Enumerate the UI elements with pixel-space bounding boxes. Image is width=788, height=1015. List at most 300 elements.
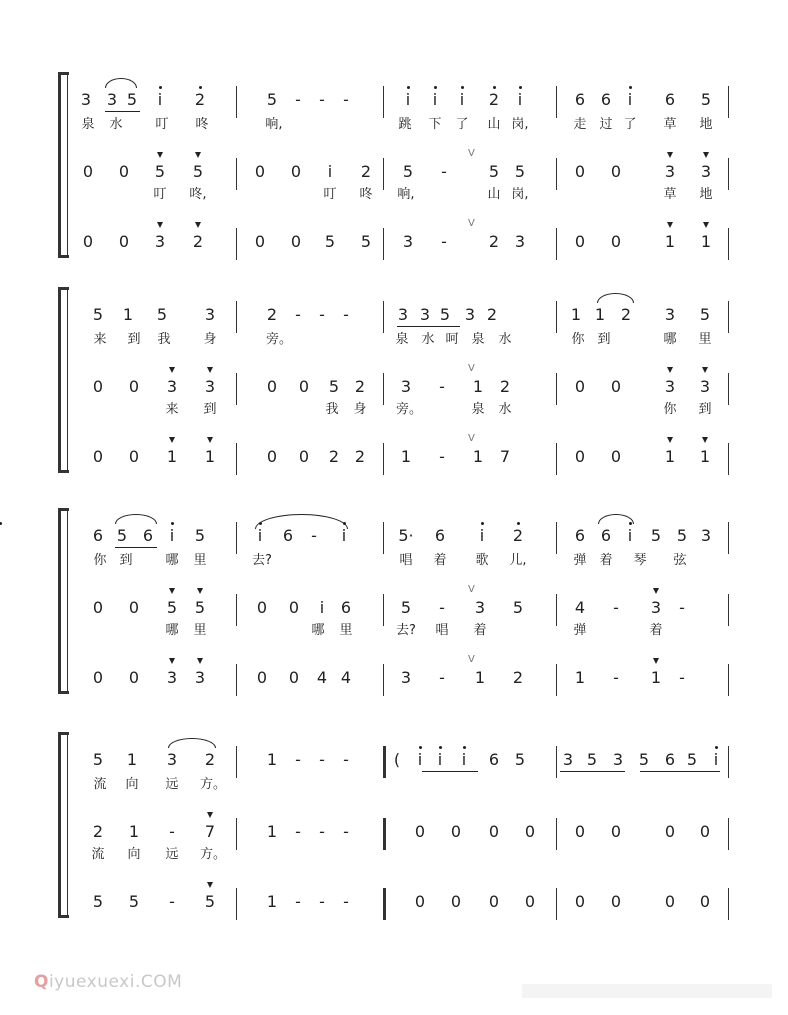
beam-underline (422, 771, 478, 772)
bass-note: 1 (266, 892, 278, 911)
octave-dot (461, 86, 464, 89)
melody-note: 5 (194, 526, 206, 545)
alto-note: - (295, 822, 301, 841)
melody-lyric: 歌 (475, 553, 489, 568)
bar-line (236, 594, 237, 626)
bar-line (728, 228, 729, 260)
alto-note: i (319, 598, 325, 617)
melody-note: i (432, 90, 438, 109)
bass-note: 0 (524, 892, 536, 911)
melody-note: 6 (488, 750, 500, 769)
melody-note: - (319, 750, 325, 769)
melody-lyric: 旁。 (266, 332, 293, 347)
octave-dot (171, 522, 174, 525)
melody-note: 2 (488, 90, 500, 109)
beam-underline (560, 771, 625, 772)
bar-line (556, 888, 557, 920)
alto-note: 3 (204, 377, 216, 396)
bass-note: 0 (488, 892, 500, 911)
melody-note: 6 (574, 90, 586, 109)
accent-mark (207, 812, 213, 818)
melody-lyric: 地 (699, 117, 713, 132)
melody-lyric: 到 (597, 332, 611, 347)
alto-note: 0 (524, 822, 536, 841)
alto-lyric: 山 (487, 187, 501, 202)
alto-lyric: 弹 (573, 623, 587, 638)
melody-note: i (713, 750, 719, 769)
alto-lyric: 到 (698, 402, 712, 417)
alto-lyric: 来 (165, 402, 179, 417)
system-bracket (58, 287, 69, 473)
breath-mark: V (468, 654, 475, 665)
accent-mark (207, 882, 213, 888)
bass-note: 0 (610, 892, 622, 911)
bass-note: 3 (514, 232, 526, 251)
alto-lyric: 泉 (471, 402, 485, 417)
melody-note: i (479, 526, 485, 545)
accent-mark (667, 152, 673, 158)
bar-line (236, 228, 237, 260)
melody-note: 3 (419, 305, 431, 324)
system-bracket (58, 508, 69, 694)
bar-line (556, 373, 557, 405)
melody-lyric: 下 (428, 117, 442, 132)
alto-note: - (441, 162, 447, 181)
alto-note: 5 (328, 377, 340, 396)
melody-note: 5 (700, 90, 712, 109)
bass-note: 0 (266, 447, 278, 466)
accent-mark (169, 658, 175, 664)
bass-note: 1 (474, 668, 486, 687)
bass-note: 1 (699, 447, 711, 466)
alto-note: 5 (488, 162, 500, 181)
bass-note: 0 (699, 892, 711, 911)
melody-lyric: 你 (571, 332, 585, 347)
bass-note: 3 (194, 668, 206, 687)
bass-note: 0 (574, 892, 586, 911)
melody-lyric: 岗, (511, 117, 529, 132)
bar-line (556, 158, 557, 190)
bass-note: 0 (288, 668, 300, 687)
melody-note: - (295, 750, 301, 769)
alto-note: i (327, 162, 333, 181)
melody-note: ( (393, 750, 401, 769)
bass-note: 0 (128, 668, 140, 687)
bass-note: - (679, 668, 685, 687)
melody-note: 5 (92, 305, 104, 324)
alto-lyric: 身 (353, 402, 367, 417)
alto-note: 0 (574, 377, 586, 396)
melody-note: 5 (116, 526, 128, 545)
melody-note: 5 (156, 305, 168, 324)
melody-note: 5 (92, 750, 104, 769)
bass-note: 0 (574, 232, 586, 251)
bar-line (556, 301, 557, 333)
accent-mark (667, 222, 673, 228)
alto-note: 5 (514, 162, 526, 181)
melody-note: 6 (600, 526, 612, 545)
bass-note: 1 (166, 447, 178, 466)
alto-note: 0 (488, 822, 500, 841)
alto-lyric: 地 (699, 187, 713, 202)
octave-dot (519, 86, 522, 89)
bar-line (728, 818, 729, 850)
alto-lyric: 里 (193, 623, 207, 638)
breath-mark: V (468, 584, 475, 595)
melody-lyric: 哪 (165, 553, 179, 568)
octave-dot (0, 522, 2, 525)
score-system (0, 72, 788, 267)
octave-dot (629, 86, 632, 89)
melody-note: 3 (166, 750, 178, 769)
bar-line (383, 443, 384, 475)
melody-note: 5 (586, 750, 598, 769)
bass-note: 0 (92, 668, 104, 687)
accent-mark (703, 152, 709, 158)
melody-note: - (295, 305, 301, 324)
bar-line (383, 158, 384, 190)
alto-lyric: 旁。 (396, 402, 423, 417)
accent-mark (702, 367, 708, 373)
breath-mark: V (468, 148, 475, 159)
bass-note: 0 (256, 668, 268, 687)
accent-mark (197, 658, 203, 664)
alto-lyric: 我 (325, 402, 339, 417)
melody-lyric: 叮 (155, 117, 169, 132)
alto-note: 0 (664, 822, 676, 841)
melody-note: 3 (204, 305, 216, 324)
melody-lyric: 弦 (673, 553, 687, 568)
melody-note: 5 (439, 305, 451, 324)
alto-lyric: 到 (203, 402, 217, 417)
melody-note: i (405, 90, 411, 109)
bar-line (236, 888, 237, 920)
bass-note: 3 (166, 668, 178, 687)
melody-note: 3 (106, 90, 118, 109)
alto-note: 3 (166, 377, 178, 396)
bar-line (728, 86, 729, 118)
alto-note: 5 (194, 598, 206, 617)
alto-note: 0 (82, 162, 94, 181)
melody-note: 5 (638, 750, 650, 769)
melody-lyric: 水 (421, 332, 435, 347)
bar-line (728, 594, 729, 626)
alto-note: 3 (664, 162, 676, 181)
melody-lyric: 水 (109, 117, 123, 132)
bass-note: 1 (204, 447, 216, 466)
melody-note: 5 (126, 90, 138, 109)
melody-lyric: 流 (93, 777, 107, 792)
alto-lyric: 里 (339, 623, 353, 638)
alto-lyric: 着 (649, 623, 663, 638)
alto-note: 1 (266, 822, 278, 841)
melody-lyric: 山 (487, 117, 501, 132)
alto-note: 5 (154, 162, 166, 181)
bass-note: 1 (664, 447, 676, 466)
alto-note: 4 (574, 598, 586, 617)
alto-lyric: 方。 (200, 847, 227, 862)
alto-lyric: 远 (165, 847, 179, 862)
alto-note: 3 (400, 377, 412, 396)
octave-dot (463, 746, 466, 749)
alto-note: 0 (92, 598, 104, 617)
bass-note: 0 (118, 232, 130, 251)
bass-note: 0 (574, 447, 586, 466)
alto-lyric: 草 (663, 187, 677, 202)
bar-line (728, 158, 729, 190)
bass-note: - (613, 668, 619, 687)
accent-mark (207, 367, 213, 373)
melody-lyric: 远 (165, 777, 179, 792)
bass-note: 1 (472, 447, 484, 466)
melody-lyric: 着 (599, 553, 613, 568)
alto-note: 0 (254, 162, 266, 181)
bass-note: 0 (664, 892, 676, 911)
melody-note: 6 (282, 526, 294, 545)
alto-note: 0 (298, 377, 310, 396)
accent-mark (653, 588, 659, 594)
melody-lyric: 里 (698, 332, 712, 347)
bass-note: 0 (414, 892, 426, 911)
melody-note: 2 (204, 750, 216, 769)
bar-line (728, 373, 729, 405)
melody-note: i (341, 526, 347, 545)
alto-lyric: 叮 (153, 187, 167, 202)
melody-note: i (169, 526, 175, 545)
bar-line (236, 301, 237, 333)
bass-note: 1 (664, 232, 676, 251)
melody-note: 3 (562, 750, 574, 769)
melody-note: 6 (142, 526, 154, 545)
melody-note: i (257, 526, 263, 545)
melody-note: 6 (664, 750, 676, 769)
alto-note: 0 (290, 162, 302, 181)
alto-note: 0 (92, 377, 104, 396)
score-system (0, 287, 788, 482)
bar-line (236, 86, 237, 118)
alto-note: 0 (610, 377, 622, 396)
bar-line (728, 522, 729, 554)
slur (255, 514, 348, 529)
accent-mark (703, 222, 709, 228)
alto-note: 0 (610, 822, 622, 841)
melody-lyric: 着 (433, 553, 447, 568)
melody-note: 5 (676, 526, 688, 545)
melody-note: 3 (664, 305, 676, 324)
melody-note: 5 (266, 90, 278, 109)
bar-line (556, 664, 557, 696)
bar-line (236, 664, 237, 696)
bar-line (728, 746, 729, 778)
octave-dot (199, 86, 202, 89)
bar-line (728, 664, 729, 696)
octave-dot (517, 522, 520, 525)
footer-strip (522, 984, 772, 998)
melody-note: 6 (600, 90, 612, 109)
bar-line (556, 228, 557, 260)
bar-line (383, 818, 386, 850)
alto-note: 0 (574, 162, 586, 181)
melody-lyric: 泉 (471, 332, 485, 347)
alto-note: 0 (128, 377, 140, 396)
bass-note: 5 (204, 892, 216, 911)
alto-note: - (343, 822, 349, 841)
bass-note: 1 (574, 668, 586, 687)
alto-note: 0 (699, 822, 711, 841)
bar-line (383, 301, 384, 333)
bar-line (728, 888, 729, 920)
alto-note: 2 (354, 377, 366, 396)
melody-note: - (343, 305, 349, 324)
melody-lyric: 方。 (200, 777, 227, 792)
system-bracket (58, 72, 69, 258)
alto-lyric: 哪 (311, 623, 325, 638)
bass-note: 5 (324, 232, 336, 251)
alto-note: 2 (92, 822, 104, 841)
bar-line (556, 443, 557, 475)
alto-note: 3 (700, 162, 712, 181)
bar-line (383, 86, 384, 118)
alto-note: 0 (266, 377, 278, 396)
alto-note: 0 (450, 822, 462, 841)
melody-lyric: 泉 (395, 332, 409, 347)
melody-note: 2 (620, 305, 632, 324)
melody-note: 5 (514, 750, 526, 769)
bass-note: 1 (700, 232, 712, 251)
melody-lyric: 你 (93, 553, 107, 568)
melody-lyric: 弹 (573, 553, 587, 568)
bass-note: - (441, 232, 447, 251)
alto-lyric: 唱 (435, 623, 449, 638)
bass-note: 0 (610, 447, 622, 466)
accent-mark (207, 437, 213, 443)
slur (115, 514, 157, 524)
accent-mark (195, 152, 201, 158)
melody-note: 6 (92, 526, 104, 545)
melody-note: 3 (700, 526, 712, 545)
melody-lyric: 里 (193, 553, 207, 568)
melody-note: i (157, 90, 163, 109)
alto-note: 5 (400, 598, 412, 617)
melody-note: - (295, 90, 301, 109)
bass-note: 4 (340, 668, 352, 687)
slur (598, 514, 634, 524)
bar-line (236, 158, 237, 190)
alto-lyric: 水 (498, 402, 512, 417)
octave-dot (407, 86, 410, 89)
alto-lyric: 响, (397, 187, 415, 202)
melody-lyric: 走 (573, 117, 587, 132)
melody-lyric: 到 (119, 553, 133, 568)
bass-note: 0 (254, 232, 266, 251)
slur (597, 293, 634, 303)
melody-note: i (517, 90, 523, 109)
melody-note: 6 (574, 526, 586, 545)
melody-note: 3 (464, 305, 476, 324)
bar-line (383, 746, 386, 778)
alto-note: 5 (166, 598, 178, 617)
alto-lyric: 哪 (165, 623, 179, 638)
melody-lyric: 来 (93, 332, 107, 347)
bass-note: 5 (128, 892, 140, 911)
accent-mark (667, 437, 673, 443)
melody-note: 3 (397, 305, 409, 324)
alto-lyric: 你 (663, 402, 677, 417)
accent-mark (653, 658, 659, 664)
alto-note: 1 (472, 377, 484, 396)
bar-line (383, 228, 384, 260)
melody-lyric: 草 (663, 117, 677, 132)
alto-note: - (679, 598, 685, 617)
melody-note: i (627, 526, 633, 545)
melody-note: 2 (266, 305, 278, 324)
bar-line (556, 86, 557, 118)
alto-note: - (169, 822, 175, 841)
bar-line (236, 818, 237, 850)
melody-note: i (417, 750, 423, 769)
alto-lyric: 叮 (323, 187, 337, 202)
octave-dot (434, 86, 437, 89)
melody-note: 1 (266, 750, 278, 769)
alto-note: 5 (192, 162, 204, 181)
bass-note: 0 (128, 447, 140, 466)
beam-underline (105, 111, 140, 112)
octave-dot (493, 86, 496, 89)
bass-note: - (343, 892, 349, 911)
melody-lyric: 了 (623, 117, 637, 132)
melody-note: 5 (650, 526, 662, 545)
alto-note: 0 (610, 162, 622, 181)
alto-note: 0 (128, 598, 140, 617)
melody-note: 1 (594, 305, 606, 324)
bass-note: 0 (610, 232, 622, 251)
alto-note: 2 (499, 377, 511, 396)
melody-lyric: 呵 (445, 332, 459, 347)
alto-note: 2 (360, 162, 372, 181)
slur (105, 78, 137, 88)
alto-note: 0 (118, 162, 130, 181)
alto-note: 3 (650, 598, 662, 617)
melody-note: i (459, 90, 465, 109)
melody-lyric: 泉 (81, 117, 95, 132)
bar-line (383, 522, 384, 554)
alto-note: 3 (664, 377, 676, 396)
melody-note: - (311, 526, 317, 545)
melody-lyric: 到 (127, 332, 141, 347)
watermark: Qiyuexuexi.COM (34, 972, 183, 992)
melody-note: 1 (126, 750, 138, 769)
bass-note: 5 (92, 892, 104, 911)
bass-note: - (169, 892, 175, 911)
melody-note: - (343, 90, 349, 109)
bar-line (728, 443, 729, 475)
alto-note: - (439, 377, 445, 396)
melody-note: 5 (699, 305, 711, 324)
octave-dot (439, 746, 442, 749)
melody-lyric: 儿, (509, 553, 527, 568)
melody-note: i (627, 90, 633, 109)
score-system (0, 732, 788, 927)
melody-note: - (343, 750, 349, 769)
bass-note: 5 (360, 232, 372, 251)
slur (168, 738, 216, 748)
melody-note: 6 (664, 90, 676, 109)
alto-note: 1 (128, 822, 140, 841)
bar-line (383, 888, 386, 920)
melody-lyric: 跳 (398, 117, 412, 132)
accent-mark (169, 588, 175, 594)
alto-note: 0 (574, 822, 586, 841)
